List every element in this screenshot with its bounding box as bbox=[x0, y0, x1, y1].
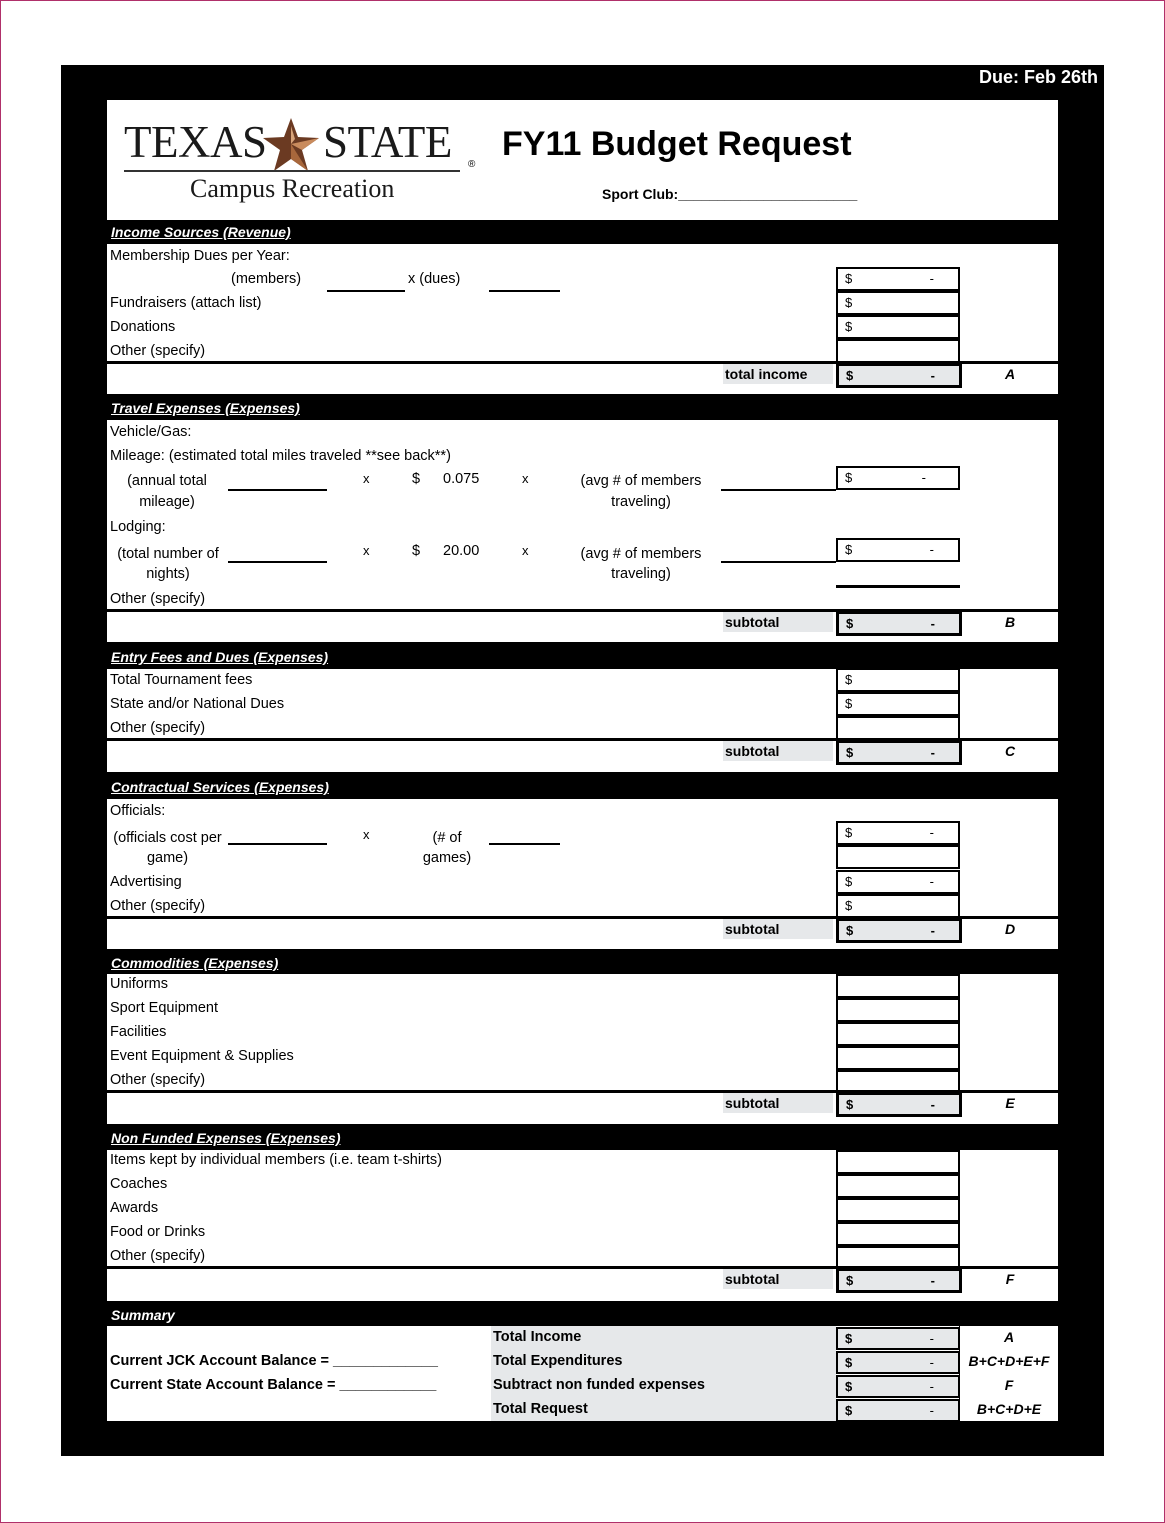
membership-label: Membership Dues per Year: bbox=[110, 248, 290, 264]
food-drinks-label: Food or Drinks bbox=[110, 1224, 206, 1240]
officials-cost-input[interactable] bbox=[228, 843, 327, 845]
travel-subtotal-amount: $ - bbox=[836, 611, 962, 636]
summary-non-funded-label: Subtract non funded expenses bbox=[493, 1377, 705, 1393]
mileage-label: Mileage: (estimated total miles traveled **see back**) bbox=[110, 448, 451, 464]
members-label: (members) bbox=[231, 271, 302, 287]
food-drinks-amount[interactable] bbox=[836, 1222, 960, 1246]
entry-other-label: Other (specify) bbox=[110, 720, 206, 736]
members-input[interactable] bbox=[327, 290, 405, 292]
contract-subtotal-label: subtotal bbox=[723, 919, 833, 939]
mileage-rate-dollar: $ bbox=[412, 471, 421, 487]
summary-total-income-letter: A bbox=[1003, 1329, 1015, 1345]
commodities-subtotal-amount: $ - bbox=[836, 1092, 962, 1117]
income-other-label: Other (specify) bbox=[110, 343, 206, 359]
advertising-label: Advertising bbox=[110, 874, 182, 890]
section-header-entry-fees: Entry Fees and Dues (Expenses) bbox=[107, 642, 1058, 669]
mileage-rate: 0.075 bbox=[443, 471, 480, 487]
nonfunded-subtotal-label: subtotal bbox=[723, 1269, 833, 1289]
nonfunded-letter: F bbox=[1005, 1271, 1015, 1287]
entry-subtotal-label: subtotal bbox=[723, 741, 833, 761]
awards-label: Awards bbox=[110, 1200, 159, 1216]
section-header-contractual: Contractual Services (Expenses) bbox=[107, 772, 1058, 799]
logo-texas: TEXAS bbox=[124, 117, 267, 167]
officials-amount[interactable]: $ - bbox=[836, 821, 960, 845]
coaches-amount[interactable] bbox=[836, 1174, 960, 1198]
logo-registered-mark: ® bbox=[468, 159, 476, 170]
mileage-multiply-1: x bbox=[363, 471, 370, 486]
page-title: FY11 Budget Request bbox=[502, 125, 852, 163]
nonfunded-other-label: Other (specify) bbox=[110, 1248, 206, 1264]
awards-amount[interactable] bbox=[836, 1198, 960, 1222]
budget-form bbox=[107, 100, 1058, 1421]
due-date: Due: Feb 26th bbox=[978, 67, 1098, 87]
section-header-commodities: Commodities (Expenses) bbox=[107, 949, 1058, 974]
tournament-fees-label: Total Tournament fees bbox=[110, 672, 253, 688]
donations-label: Donations bbox=[110, 319, 176, 335]
summary-total-income-amount: $ - bbox=[836, 1327, 960, 1350]
uniforms-label: Uniforms bbox=[110, 976, 169, 992]
summary-total-expenditures-label: Total Expenditures bbox=[493, 1353, 623, 1369]
logo-subtitle: Campus Recreation bbox=[190, 174, 395, 203]
entry-other-amount[interactable] bbox=[836, 716, 960, 740]
summary-non-funded-amount: $ - bbox=[836, 1375, 960, 1398]
total-nights-label: (total number of nights) bbox=[117, 546, 219, 582]
total-income-label: total income bbox=[723, 364, 833, 384]
tournament-fees-amount[interactable]: $ bbox=[836, 668, 960, 692]
income-other-amount[interactable] bbox=[836, 339, 960, 363]
summary-letter-divider bbox=[959, 1326, 960, 1421]
contract-other-amount[interactable]: $ bbox=[836, 894, 960, 918]
officials-extra-amount[interactable] bbox=[836, 845, 960, 869]
dues-label: x (dues) bbox=[408, 271, 461, 287]
lodging-multiply-2: x bbox=[522, 543, 529, 558]
annual-mileage-input[interactable] bbox=[228, 489, 327, 491]
contract-letter: D bbox=[1004, 921, 1016, 937]
lodging-rate: 20.00 bbox=[443, 543, 480, 559]
dues-input[interactable] bbox=[489, 290, 560, 292]
annual-mileage-label: (annual total mileage) bbox=[127, 473, 207, 510]
entry-letter: C bbox=[1004, 743, 1016, 759]
commodities-subtotal-label: subtotal bbox=[723, 1093, 833, 1113]
officials-multiply: x bbox=[363, 827, 370, 842]
travel-subtotal-label: subtotal bbox=[723, 612, 833, 632]
section-header-income: Income Sources (Revenue) bbox=[107, 220, 1058, 244]
travel-other-input[interactable] bbox=[836, 585, 960, 588]
mileage-avg-members-input[interactable] bbox=[721, 489, 836, 491]
fundraisers-label: Fundraisers (attach list) bbox=[110, 295, 262, 311]
uniforms-amount[interactable] bbox=[836, 974, 960, 998]
sport-equipment-amount[interactable] bbox=[836, 998, 960, 1022]
summary-total-income-label: Total Income bbox=[493, 1329, 582, 1345]
coaches-label: Coaches bbox=[110, 1176, 168, 1192]
contract-other-label: Other (specify) bbox=[110, 898, 206, 914]
commodities-letter: E bbox=[1005, 1095, 1015, 1111]
officials-label: Officials: bbox=[110, 803, 166, 819]
games-count-input[interactable] bbox=[489, 843, 560, 845]
jck-balance-field[interactable]: Current JCK Account Balance = _____________ bbox=[110, 1353, 438, 1369]
travel-other-label: Other (specify) bbox=[110, 591, 206, 607]
event-equipment-amount[interactable] bbox=[836, 1046, 960, 1070]
lodging-multiply-1: x bbox=[363, 543, 370, 558]
mileage-multiply-2: x bbox=[522, 471, 529, 486]
contract-subtotal-amount: $ - bbox=[836, 918, 962, 943]
summary-total-request-amount: $ - bbox=[836, 1399, 960, 1422]
logo bbox=[121, 116, 481, 211]
summary-total-expenditures-amount: $ - bbox=[836, 1351, 960, 1374]
lodging-avg-members-label: (avg # of members traveling) bbox=[580, 546, 702, 582]
commodities-other-label: Other (specify) bbox=[110, 1072, 206, 1088]
sport-club-field[interactable]: Sport Club:_______________________ bbox=[602, 186, 858, 202]
section-header-non-funded: Non Funded Expenses (Expenses) bbox=[107, 1124, 1058, 1150]
vehicle-label: Vehicle/Gas: bbox=[110, 424, 192, 440]
national-dues-amount[interactable]: $ bbox=[836, 692, 960, 716]
event-equipment-label: Event Equipment & Supplies bbox=[110, 1048, 294, 1064]
summary-total-request-letter: B+C+D+E bbox=[976, 1401, 1042, 1417]
logo-rule bbox=[124, 170, 460, 172]
games-count-label: (# of games) bbox=[422, 830, 472, 866]
team-items-label: Items kept by individual members (i.e. team t-shirts) bbox=[110, 1152, 442, 1168]
advertising-amount[interactable]: $ - bbox=[836, 870, 960, 894]
mileage-amount[interactable]: $ - bbox=[836, 466, 960, 490]
lodging-label: Lodging: bbox=[110, 519, 166, 535]
total-income-amount: $ - bbox=[836, 363, 962, 388]
national-dues-label: State and/or National Dues bbox=[110, 696, 285, 712]
income-letter: A bbox=[1004, 366, 1016, 382]
lodging-rate-dollar: $ bbox=[412, 543, 421, 559]
officials-cost-label: (officials cost per game) bbox=[113, 830, 222, 866]
section-header-summary: Summary bbox=[107, 1301, 1058, 1326]
state-balance-field[interactable]: Current State Account Balance = ____________ bbox=[110, 1377, 437, 1393]
summary-non-funded-letter: F bbox=[1004, 1377, 1014, 1393]
mileage-avg-members-label: (avg # of members traveling) bbox=[580, 473, 702, 510]
summary-total-expenditures-letter: B+C+D+E+F bbox=[968, 1353, 1050, 1369]
lodging-avg-members-input[interactable] bbox=[721, 561, 836, 563]
facilities-label: Facilities bbox=[110, 1024, 167, 1040]
entry-subtotal-amount: $ - bbox=[836, 740, 962, 765]
facilities-amount[interactable] bbox=[836, 1022, 960, 1046]
lodging-amount[interactable]: $ - bbox=[836, 538, 960, 562]
logo-state: STATE bbox=[323, 117, 452, 167]
sport-equipment-label: Sport Equipment bbox=[110, 1000, 219, 1016]
team-items-amount[interactable] bbox=[836, 1150, 960, 1174]
summary-total-request-label: Total Request bbox=[493, 1401, 588, 1417]
star-icon bbox=[261, 116, 321, 174]
fundraisers-amount[interactable]: $ bbox=[836, 291, 960, 315]
form-frame bbox=[61, 65, 1104, 1456]
total-nights-input[interactable] bbox=[228, 561, 327, 563]
membership-amount[interactable]: $ - bbox=[836, 267, 960, 291]
section-header-travel: Travel Expenses (Expenses) bbox=[107, 394, 1058, 420]
donations-amount[interactable]: $ bbox=[836, 315, 960, 339]
travel-letter: B bbox=[1004, 614, 1016, 630]
nonfunded-subtotal-amount: $ - bbox=[836, 1268, 962, 1293]
